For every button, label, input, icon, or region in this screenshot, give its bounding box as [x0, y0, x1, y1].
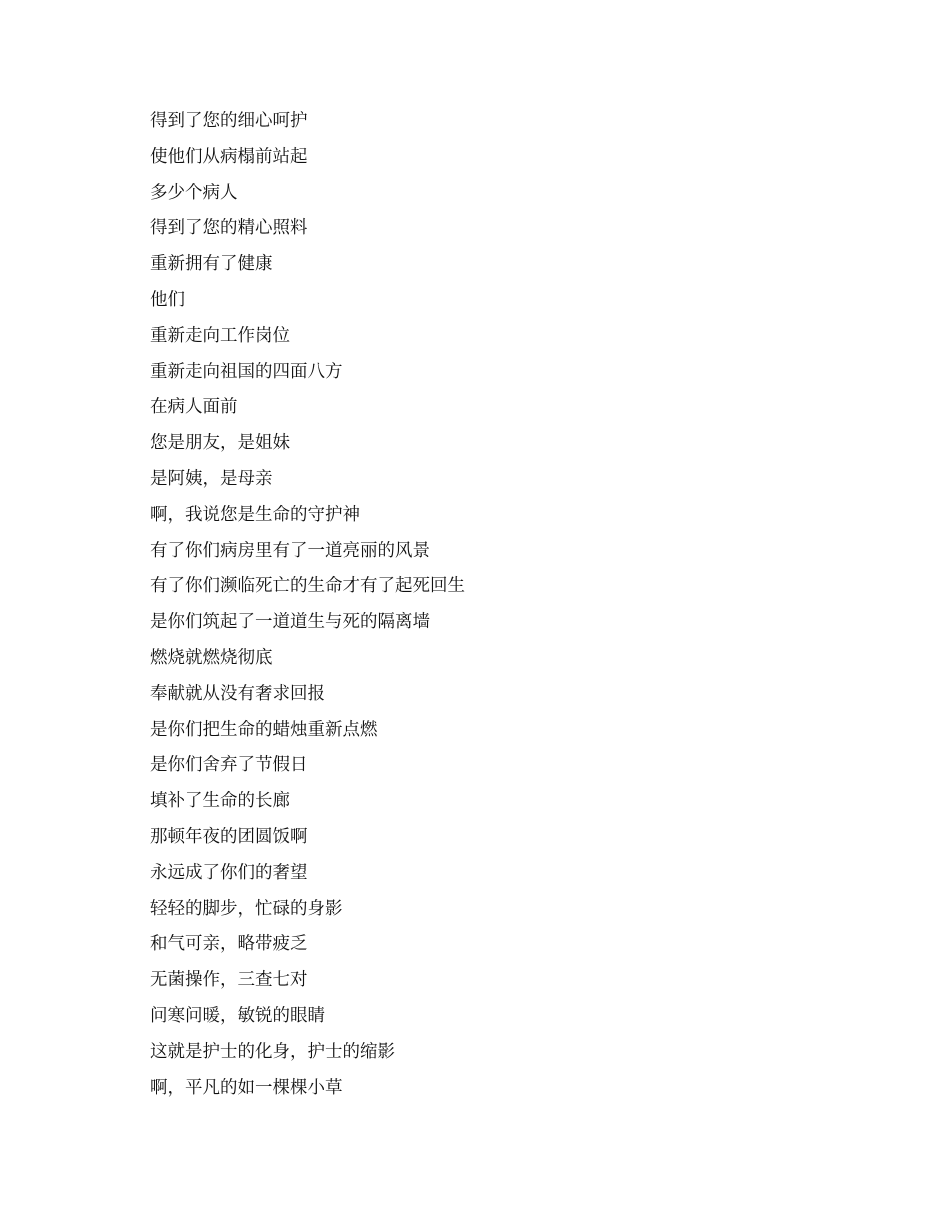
poem-line: 轻轻的脚步，忙碌的身影: [150, 898, 343, 919]
poem-line: 问寒问暖，敏锐的眼睛: [150, 1005, 325, 1026]
poem-line: 有了你们濒临死亡的生命才有了起死回生: [150, 576, 465, 597]
poem-text: [150, 104, 465, 1106]
poem-line: 是你们把生命的蜡烛重新点燃: [150, 719, 378, 740]
poem-line: 是阿姨，是母亲: [150, 468, 273, 489]
poem-line: 奉献就从没有奢求回报: [150, 683, 325, 704]
poem-line: 无菌操作，三查七对: [150, 970, 308, 991]
poem-line: 他们: [150, 289, 185, 310]
poem-line: 啊，平凡的如一棵棵小草: [150, 1077, 343, 1098]
poem-line: 那顿年夜的团圆饭啊: [150, 826, 308, 847]
poem-line: 是你们筑起了一道道生与死的隔离墙: [150, 612, 430, 633]
poem-line: 重新走向祖国的四面八方: [150, 361, 343, 382]
poem-line: 燃烧就燃烧彻底: [150, 647, 273, 668]
poem-line: 在病人面前: [150, 397, 238, 418]
poem-line: 多少个病人: [150, 182, 238, 203]
poem-line: 得到了您的精心照料: [150, 218, 308, 239]
poem-line: 使他们从病榻前站起: [150, 146, 308, 167]
poem-line: 您是朋友，是姐妹: [150, 433, 290, 454]
poem-line: 和气可亲，略带疲乏: [150, 934, 308, 955]
poem-line: 永远成了你们的奢望: [150, 862, 308, 883]
poem-line: 填补了生命的长廊: [150, 791, 290, 812]
poem-line: 重新走向工作岗位: [150, 325, 290, 346]
poem-line: 得到了您的细心呵护: [150, 111, 308, 131]
poem-line: 啊，我说您是生命的守护神: [150, 504, 360, 525]
poem-line: 这就是护士的化身，护士的缩影: [150, 1041, 395, 1062]
poem-line: 重新拥有了健康: [150, 254, 273, 275]
poem-line: 是你们舍弃了节假日: [150, 755, 308, 776]
poem-line: 有了你们病房里有了一道亮丽的风景: [150, 540, 430, 561]
